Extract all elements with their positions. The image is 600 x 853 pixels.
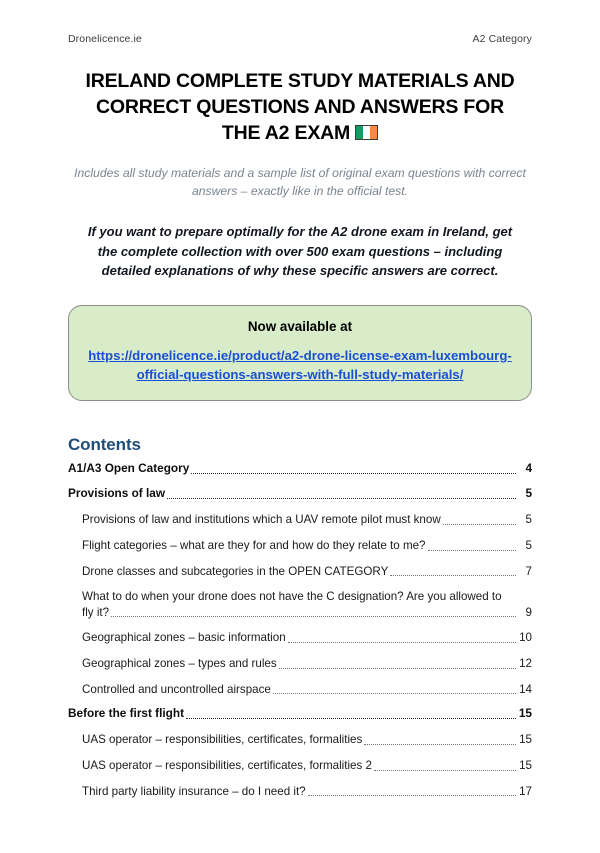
toc-entry-label: UAS operator – responsibilities, certificates, formalities 2 xyxy=(82,758,372,772)
promo-product-link[interactable]: https://dronelicence.ie/product/a2-drone-license-exam-luxembourg-official-questions-answers-with-full-study-materials/ xyxy=(88,348,512,383)
toc-entry[interactable] xyxy=(68,512,532,528)
toc-entry-label: Provisions of law and institutions which a UAV remote pilot must know xyxy=(82,513,441,527)
toc-page-number: 15 xyxy=(519,733,532,747)
toc-page-number: 5 xyxy=(525,486,532,501)
ireland-flag-icon xyxy=(355,125,378,140)
toc-entry-label: A1/A3 Open Category xyxy=(68,461,190,476)
toc-dot-leader xyxy=(364,744,516,745)
toc-entry-label: Geographical zones – basic information xyxy=(82,631,286,645)
toc-dot-leader xyxy=(390,575,516,576)
lead-paragraph: If you want to prepare optimally for the A2 drone exam in Ireland, get the complete collection with over 500 exam questions – including detailed explanations of why these specific answers are correct. xyxy=(87,223,513,279)
page-title xyxy=(68,69,532,147)
toc-page-number: 14 xyxy=(519,682,532,696)
toc-entry[interactable] xyxy=(68,656,532,672)
toc-page-number: 9 xyxy=(525,605,532,619)
title-line-2: CORRECT QUESTIONS AND ANSWERS FOR xyxy=(96,95,504,118)
table-of-contents xyxy=(68,461,532,799)
toc-entry[interactable] xyxy=(68,589,532,620)
toc-entry[interactable] xyxy=(68,682,532,698)
toc-entry[interactable] xyxy=(68,784,532,800)
toc-entry[interactable] xyxy=(68,538,532,554)
contents-heading: Contents xyxy=(68,435,141,455)
toc-dot-leader xyxy=(308,795,516,796)
toc-entry-label: Provisions of law xyxy=(68,486,166,501)
toc-dot-leader xyxy=(111,616,516,617)
toc-page-number: 7 xyxy=(525,564,532,578)
toc-dot-leader xyxy=(186,718,516,719)
document-subtitle: Includes all study materials and a sample list of original exam questions with correct answers – exactly like in the official test. xyxy=(74,165,526,199)
title-line-1: IRELAND COMPLETE STUDY MATERIALS AND xyxy=(85,70,515,92)
toc-dot-leader xyxy=(443,524,516,525)
toc-entry-label: UAS operator – responsibilities, certificates, formalities xyxy=(82,733,363,747)
toc-page-number: 5 xyxy=(525,538,532,552)
toc-page-number: 12 xyxy=(519,657,532,671)
toc-entry-wrapped-line xyxy=(82,605,532,621)
toc-entry[interactable] xyxy=(68,461,532,477)
promo-heading: Now available at xyxy=(247,319,353,335)
toc-entry[interactable] xyxy=(68,732,532,748)
toc-page-number: 15 xyxy=(519,758,532,772)
header-category-label: A2 Category xyxy=(472,33,532,45)
header-site-name: Dronelicence.ie xyxy=(68,33,142,45)
toc-dot-leader xyxy=(191,473,516,474)
toc-page-number: 15 xyxy=(518,706,532,721)
toc-dot-leader xyxy=(428,550,517,551)
toc-entry-label: Geographical zones – types and rules xyxy=(82,657,277,671)
toc-dot-leader xyxy=(273,693,516,694)
toc-entry-label: Drone classes and subcategories in the OPEN CATEGORY xyxy=(82,564,389,578)
toc-dot-leader xyxy=(167,498,516,499)
toc-dot-leader xyxy=(288,642,516,643)
toc-entry[interactable] xyxy=(68,630,532,646)
toc-page-number: 5 xyxy=(525,513,532,527)
toc-entry[interactable] xyxy=(68,486,532,502)
toc-entry-label: Third party liability insurance – do I need it? xyxy=(82,784,306,798)
title-line-3: THE A2 EXAM xyxy=(221,121,351,144)
toc-page-number: 10 xyxy=(519,631,532,645)
running-header xyxy=(68,0,532,45)
toc-entry[interactable] xyxy=(68,706,532,722)
toc-dot-leader xyxy=(279,668,516,669)
toc-entry-label: Flight categories – what are they for and how do they relate to me? xyxy=(82,538,426,552)
toc-entry-label-tail: fly it? xyxy=(82,605,110,619)
toc-entry[interactable] xyxy=(68,564,532,580)
toc-entry[interactable] xyxy=(68,758,532,774)
toc-entry-label: Controlled and uncontrolled airspace xyxy=(82,682,271,696)
toc-dot-leader xyxy=(374,770,516,771)
toc-entry-label: What to do when your drone does not have the C designation? Are you allowed to xyxy=(82,590,502,604)
toc-page-number: 17 xyxy=(519,784,532,798)
toc-entry-label: Before the first flight xyxy=(68,706,185,721)
toc-page-number: 4 xyxy=(525,461,532,476)
promo-callout-box xyxy=(68,305,532,401)
